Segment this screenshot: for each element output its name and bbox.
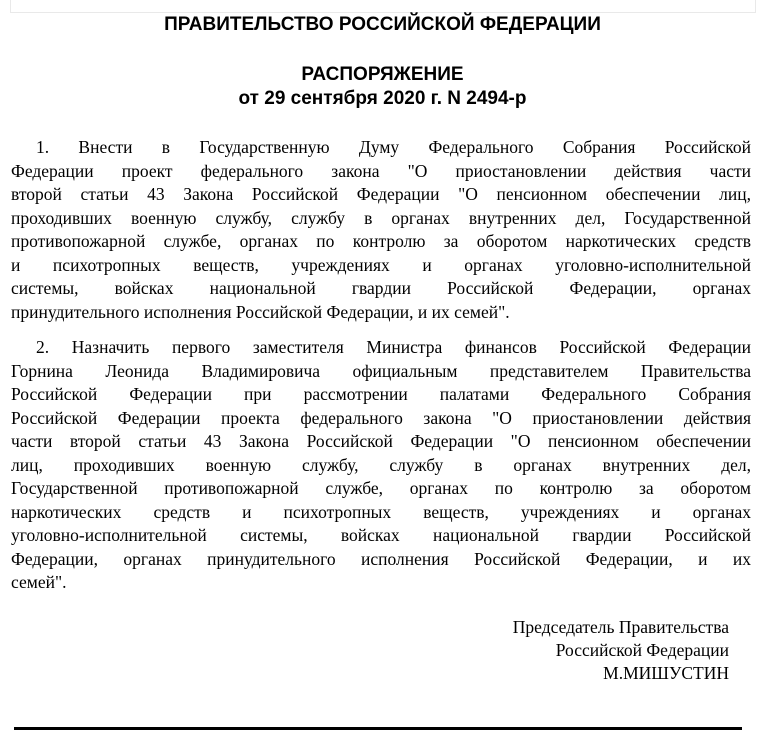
paragraph-2 — [11, 336, 751, 595]
paragraph-line: противопожарной службе, органах по контролю за оборотом наркотических средств — [11, 231, 751, 251]
paragraph-line: 2. Назначить первого заместителя Министра финансов Российской Федерации — [36, 337, 751, 357]
document-header — [0, 0, 765, 109]
paragraph-line: Государственной противопожарной службе, органах по контролю за оборотом — [11, 478, 751, 498]
signature-title-line-1: Председатель Правительства — [512, 616, 729, 637]
paragraph-line: Федерации, органах принудительного исполнения Российской Федерации, и их — [11, 548, 751, 569]
paragraph-line: наркотических средств и психотропных веществ, учреждениях и органах — [11, 501, 751, 522]
paragraph-line: системы, войсках национальной гвардии Российской Федерации, органах — [11, 278, 751, 298]
paragraph-1 — [11, 136, 751, 324]
date-number-line: от 29 сентября 2020 г. N 2494-р — [238, 88, 527, 109]
paragraph-line: уголовно-исполнительной системы, войсках национальной гвардии Российской — [11, 525, 751, 545]
paragraph-line: Российской Федерации проекта федерального закона "О приостановлении действия — [11, 407, 751, 428]
paragraph-line: Российской Федерации при рассмотрении палатами Федерального Собрания — [11, 384, 751, 404]
paragraph-line: второй статьи 43 Закона Российской Федерации "О пенсионном обеспечении лиц, — [11, 184, 751, 204]
paragraph-line: Федерации проект федерального закона "О приостановлении действия части — [11, 160, 751, 181]
paragraph-line: семей". — [11, 572, 67, 592]
authority-title: ПРАВИТЕЛЬСТВО РОССИЙСКОЙ ФЕДЕРАЦИИ — [164, 14, 601, 35]
paragraph-line: лиц, проходивших военную службу, службу в органах внутренних дел, — [11, 454, 751, 475]
paragraph-line: части второй статьи 43 Закона Российской Федерации "О пенсионном обеспечении — [11, 431, 751, 451]
signature-title-line-2: Российской Федерации — [555, 639, 729, 660]
doc-type-title: РАСПОРЯЖЕНИЕ — [301, 64, 464, 85]
paragraph-line: Горнина Леонида Владимировича официальным представителем Правительства — [11, 360, 751, 381]
signature-block — [11, 616, 751, 685]
document-body — [0, 136, 765, 685]
paragraph-line: и психотропных веществ, учреждениях и органах уголовно-исполнительной — [11, 254, 751, 275]
bottom-divider — [14, 727, 742, 730]
paragraph-line: принудительного исполнения Российской Федерации, и их семей". — [11, 301, 510, 322]
paragraph-line: проходивших военную службу, службу в органах внутренних дел, Государственной — [11, 207, 751, 228]
paragraph-line: 1. Внести в Государственную Думу Федерального Собрания Российской — [36, 137, 751, 157]
signature-name: М.МИШУСТИН — [603, 662, 729, 683]
